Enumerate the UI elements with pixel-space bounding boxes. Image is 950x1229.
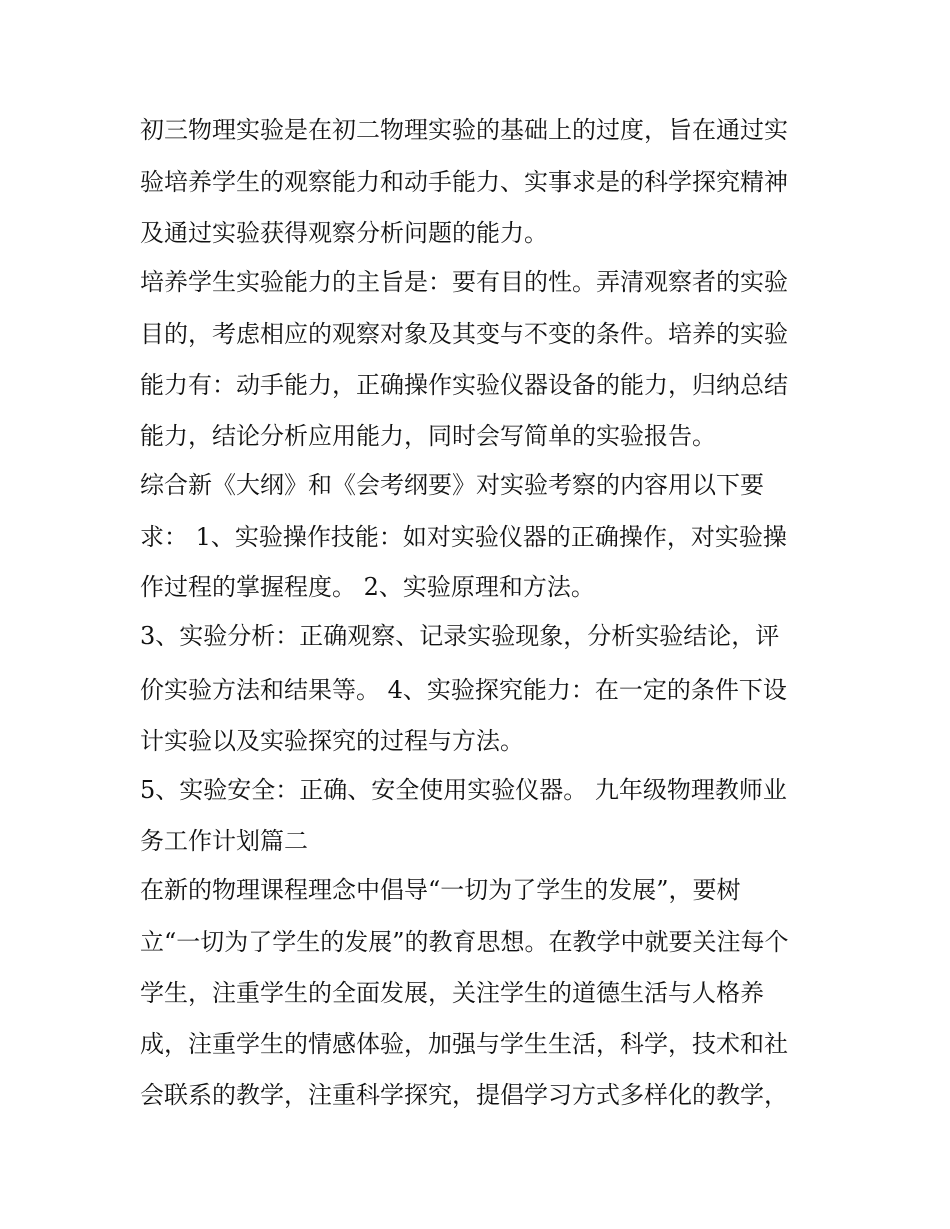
- text-line: 目的，考虑相应的观察对象及其变与不变的条件。培养的实验: [140, 320, 788, 348]
- text-line: 价实验方法和结果等。 4、实验探究能力：在一定的条件下设: [140, 676, 787, 704]
- text-line: 求： 1、实验操作技能：如对实验仪器的正确操作，对实验操: [140, 523, 787, 551]
- text-line: 5、实验安全：正确、安全使用实验仪器。 九年级物理教师业: [140, 776, 787, 804]
- text-line: 初三物理实验是在初二物理实验的基础上的过度，旨在通过实: [140, 116, 788, 144]
- text-line: 学生，注重学生的全面发展，关注学生的道德生活与人格养: [140, 979, 764, 1007]
- text-line: 立“一切为了学生的发展”的教育思想。在教学中就要关注每个: [140, 928, 789, 956]
- text-line: 计实验以及实验探究的过程与方法。: [140, 727, 524, 755]
- text-line: 验培养学生的观察能力和动手能力、实事求是的科学探究精神: [140, 168, 788, 196]
- text-line: 能力，结论分析应用能力，同时会写简单的实验报告。: [140, 422, 716, 450]
- text-line: 在新的物理课程理念中倡导“一切为了学生的发展”，要树: [140, 876, 741, 904]
- text-line: 综合新《大纲》和《会考纲要》对实验考察的内容用以下要: [140, 471, 764, 499]
- text-line: 培养学生实验能力的主旨是：要有目的性。弄清观察者的实验: [140, 268, 788, 296]
- text-line: 能力有：动手能力，正确操作实验仪器设备的能力，归纳总结: [140, 371, 788, 399]
- text-line: 及通过实验获得观察分析问题的能力。: [140, 219, 548, 247]
- text-line: 会联系的教学，注重科学探究，提倡学习方式多样化的教学，: [140, 1081, 788, 1109]
- text-line: 务工作计划篇二: [140, 827, 308, 855]
- text-line: 成，注重学生的情感体验，加强与学生生活，科学，技术和社: [140, 1030, 788, 1058]
- text-line: 作过程的掌握程度。 2、实验原理和方法。: [140, 573, 595, 601]
- text-line: 3、实验分析：正确观察、记录实验现象，分析实验结论，评: [140, 622, 780, 650]
